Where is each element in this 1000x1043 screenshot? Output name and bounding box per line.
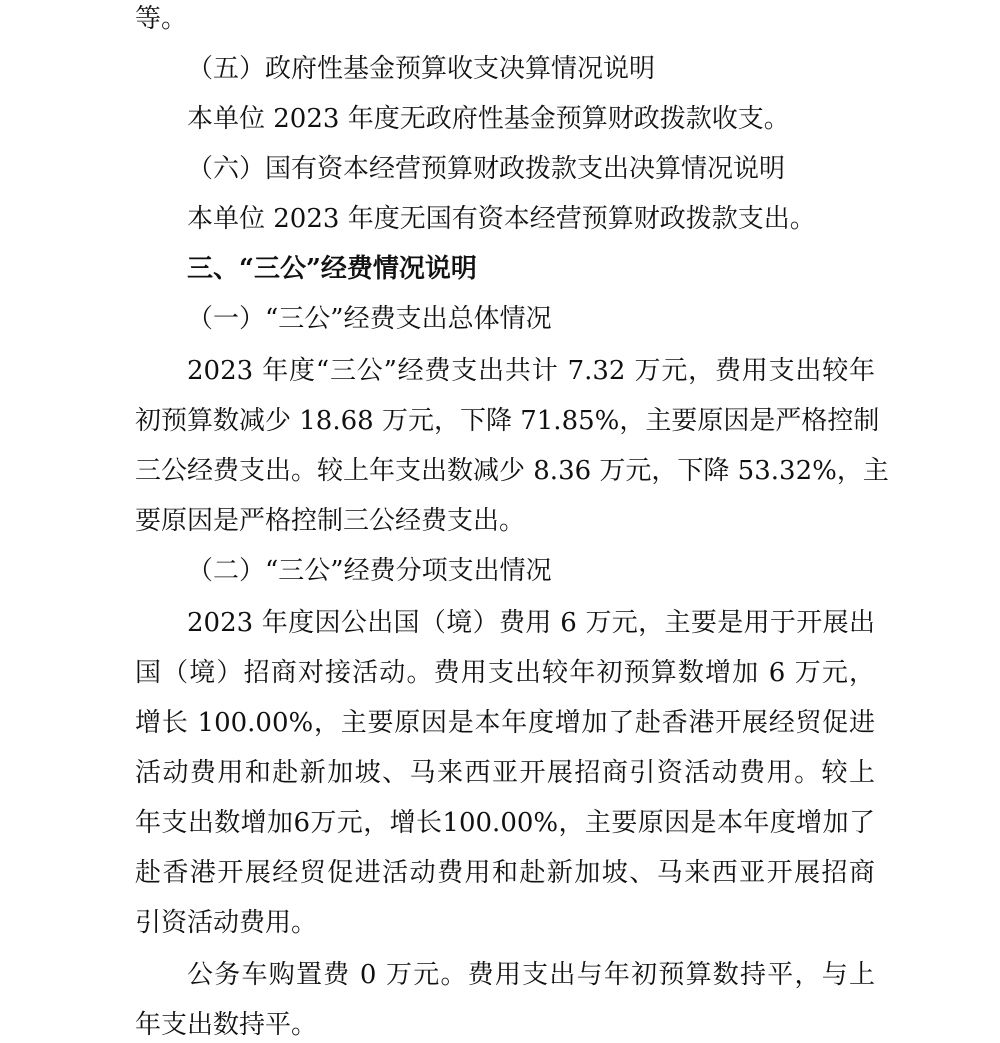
paragraph-state-capital-budget: 本单位 2023 年度无国有资本经营预算财政拨款支出。	[187, 204, 816, 234]
subheading-government-fund-budget: （五）政府性基金预算收支决算情况说明	[187, 54, 656, 84]
paragraph-government-fund-budget: 本单位 2023 年度无政府性基金预算财政拨款收支。	[187, 104, 790, 134]
section-heading-three-public: 三、“三公”经费情况说明	[187, 254, 477, 284]
paragraph-vehicle-line-1: 公务车购置费 0 万元。费用支出与年初预算数持平，与上	[187, 960, 875, 990]
paragraph-overall-line-4: 要原因是严格控制三公经费支出。	[135, 506, 526, 536]
paragraph-abroad-line-2: 国（境）招商对接活动。费用支出较年初预算数增加 6 万元，	[135, 658, 875, 688]
paragraph-abroad-line-5: 年支出数增加6万元，增长100.00%，主要原因是本年度增加了	[135, 808, 875, 838]
paragraph-abroad-line-7: 引资活动费用。	[135, 908, 318, 938]
paragraph-overall-line-3: 三公经费支出。较上年支出数减少 8.36 万元，下降 53.32%，主	[135, 456, 889, 486]
paragraph-abroad-line-6: 赴香港开展经贸促进活动费用和赴新加坡、马来西亚开展招商	[135, 858, 875, 888]
subheading-itemized-expenditure: （二）“三公”经费分项支出情况	[187, 556, 552, 586]
paragraph-abroad-line-3: 增长 100.00%，主要原因是本年度增加了赴香港开展经贸促进	[135, 708, 875, 738]
paragraph-abroad-line-1: 2023 年度因公出国（境）费用 6 万元，主要是用于开展出	[187, 608, 875, 638]
subheading-overall-expenditure: （一）“三公”经费支出总体情况	[187, 304, 552, 334]
paragraph-overall-line-1: 2023 年度“三公”经费支出共计 7.32 万元，费用支出较年	[187, 356, 875, 386]
paragraph-overall-line-2: 初预算数减少 18.68 万元，下降 71.85%，主要原因是严格控制	[135, 406, 880, 436]
subheading-state-capital-budget: （六）国有资本经营预算财政拨款支出决算情况说明	[187, 154, 786, 184]
paragraph-abroad-line-4: 活动费用和赴新加坡、马来西亚开展招商引资活动费用。较上	[135, 758, 875, 788]
paragraph-vehicle-line-2: 年支出数持平。	[135, 1010, 318, 1040]
text-line-continuation: 等。	[135, 4, 188, 34]
